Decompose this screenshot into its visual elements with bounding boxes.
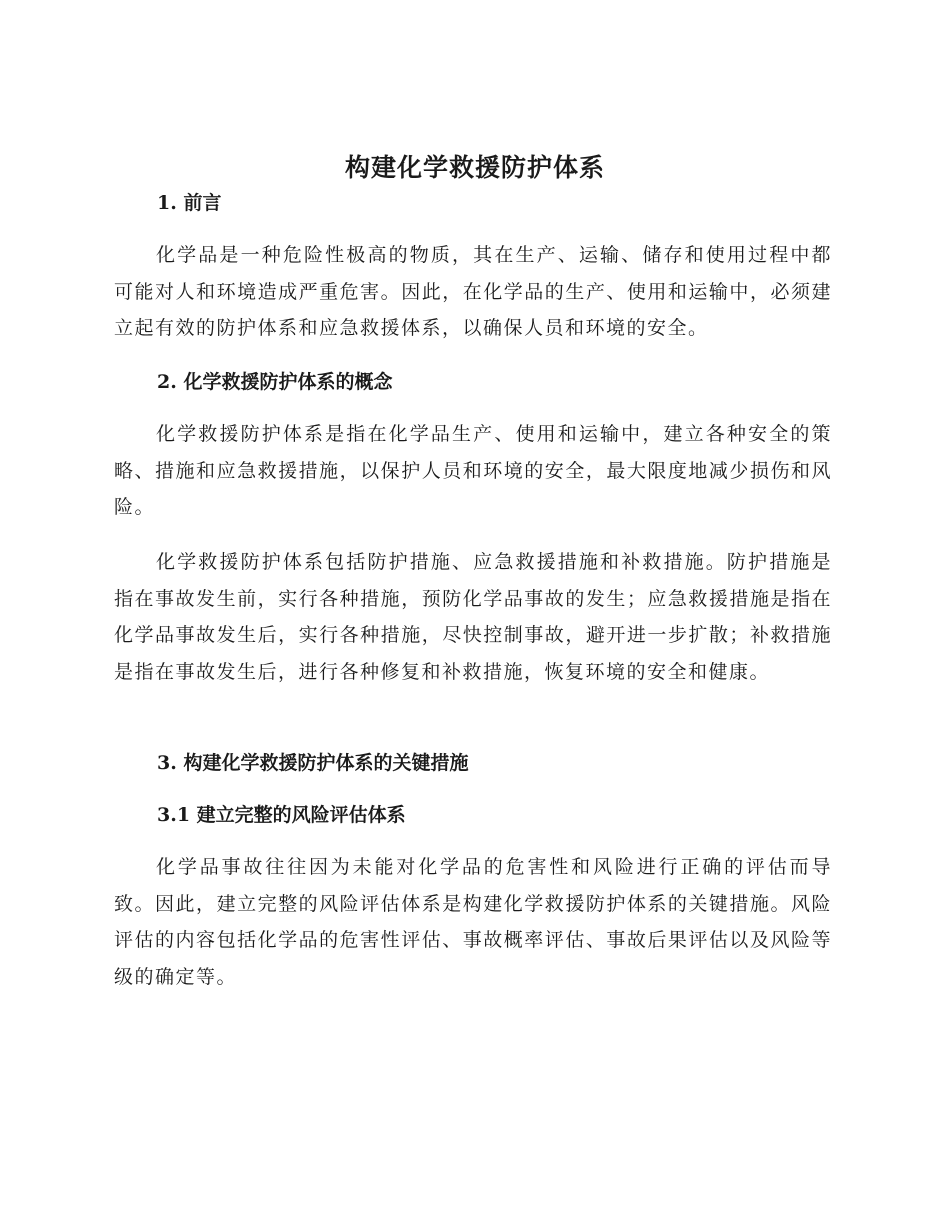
section-heading-concept: 2. 化学救援防护体系的概念 [157,371,393,393]
paragraph-preface: 化学品是一种危险性极高的物质，其在生产、运输、储存和使用过程中都可能对人和环境造成严重危害。因此，在化学品的生产、使用和运输中，必须建立起有效的防护体系和应急救援体系，以确保人员和环境的安全。 [114,244,832,339]
document-title: 构建化学救援防护体系 [344,153,605,182]
subsection-heading-risk-assessment: 3.1 建立完整的风险评估体系 [157,804,406,826]
paragraph-risk-assessment: 化学品事故往往因为未能对化学品的危害性和风险进行正确的评估而导致。因此，建立完整的风险评估体系是构建化学救援防护体系的关键措施。风险评估的内容包括化学品的危害性评估、事故概率评估、事故后果评估以及风险等级的确定等。 [114,856,832,988]
paragraph-concept-components: 化学救援防护体系包括防护措施、应急救援措施和补救措施。防护措施是指在事故发生前，实行各种措施，预防化学品事故的发生；应急救援措施是指在化学品事故发生后，实行各种措施，尽快控制事故，避开进一步扩散；补救措施是指在事故发生后，进行各种修复和补救措施，恢复环境的安全和健康。 [114,551,832,683]
section-heading-preface: 1. 前言 [157,192,222,214]
section-heading-key-measures: 3. 构建化学救援防护体系的关键措施 [157,752,469,774]
paragraph-concept-definition: 化学救援防护体系是指在化学品生产、使用和运输中，建立各种安全的策略、措施和应急救援措施，以保护人员和环境的安全，最大限度地减少损伤和风险。 [114,423,832,518]
